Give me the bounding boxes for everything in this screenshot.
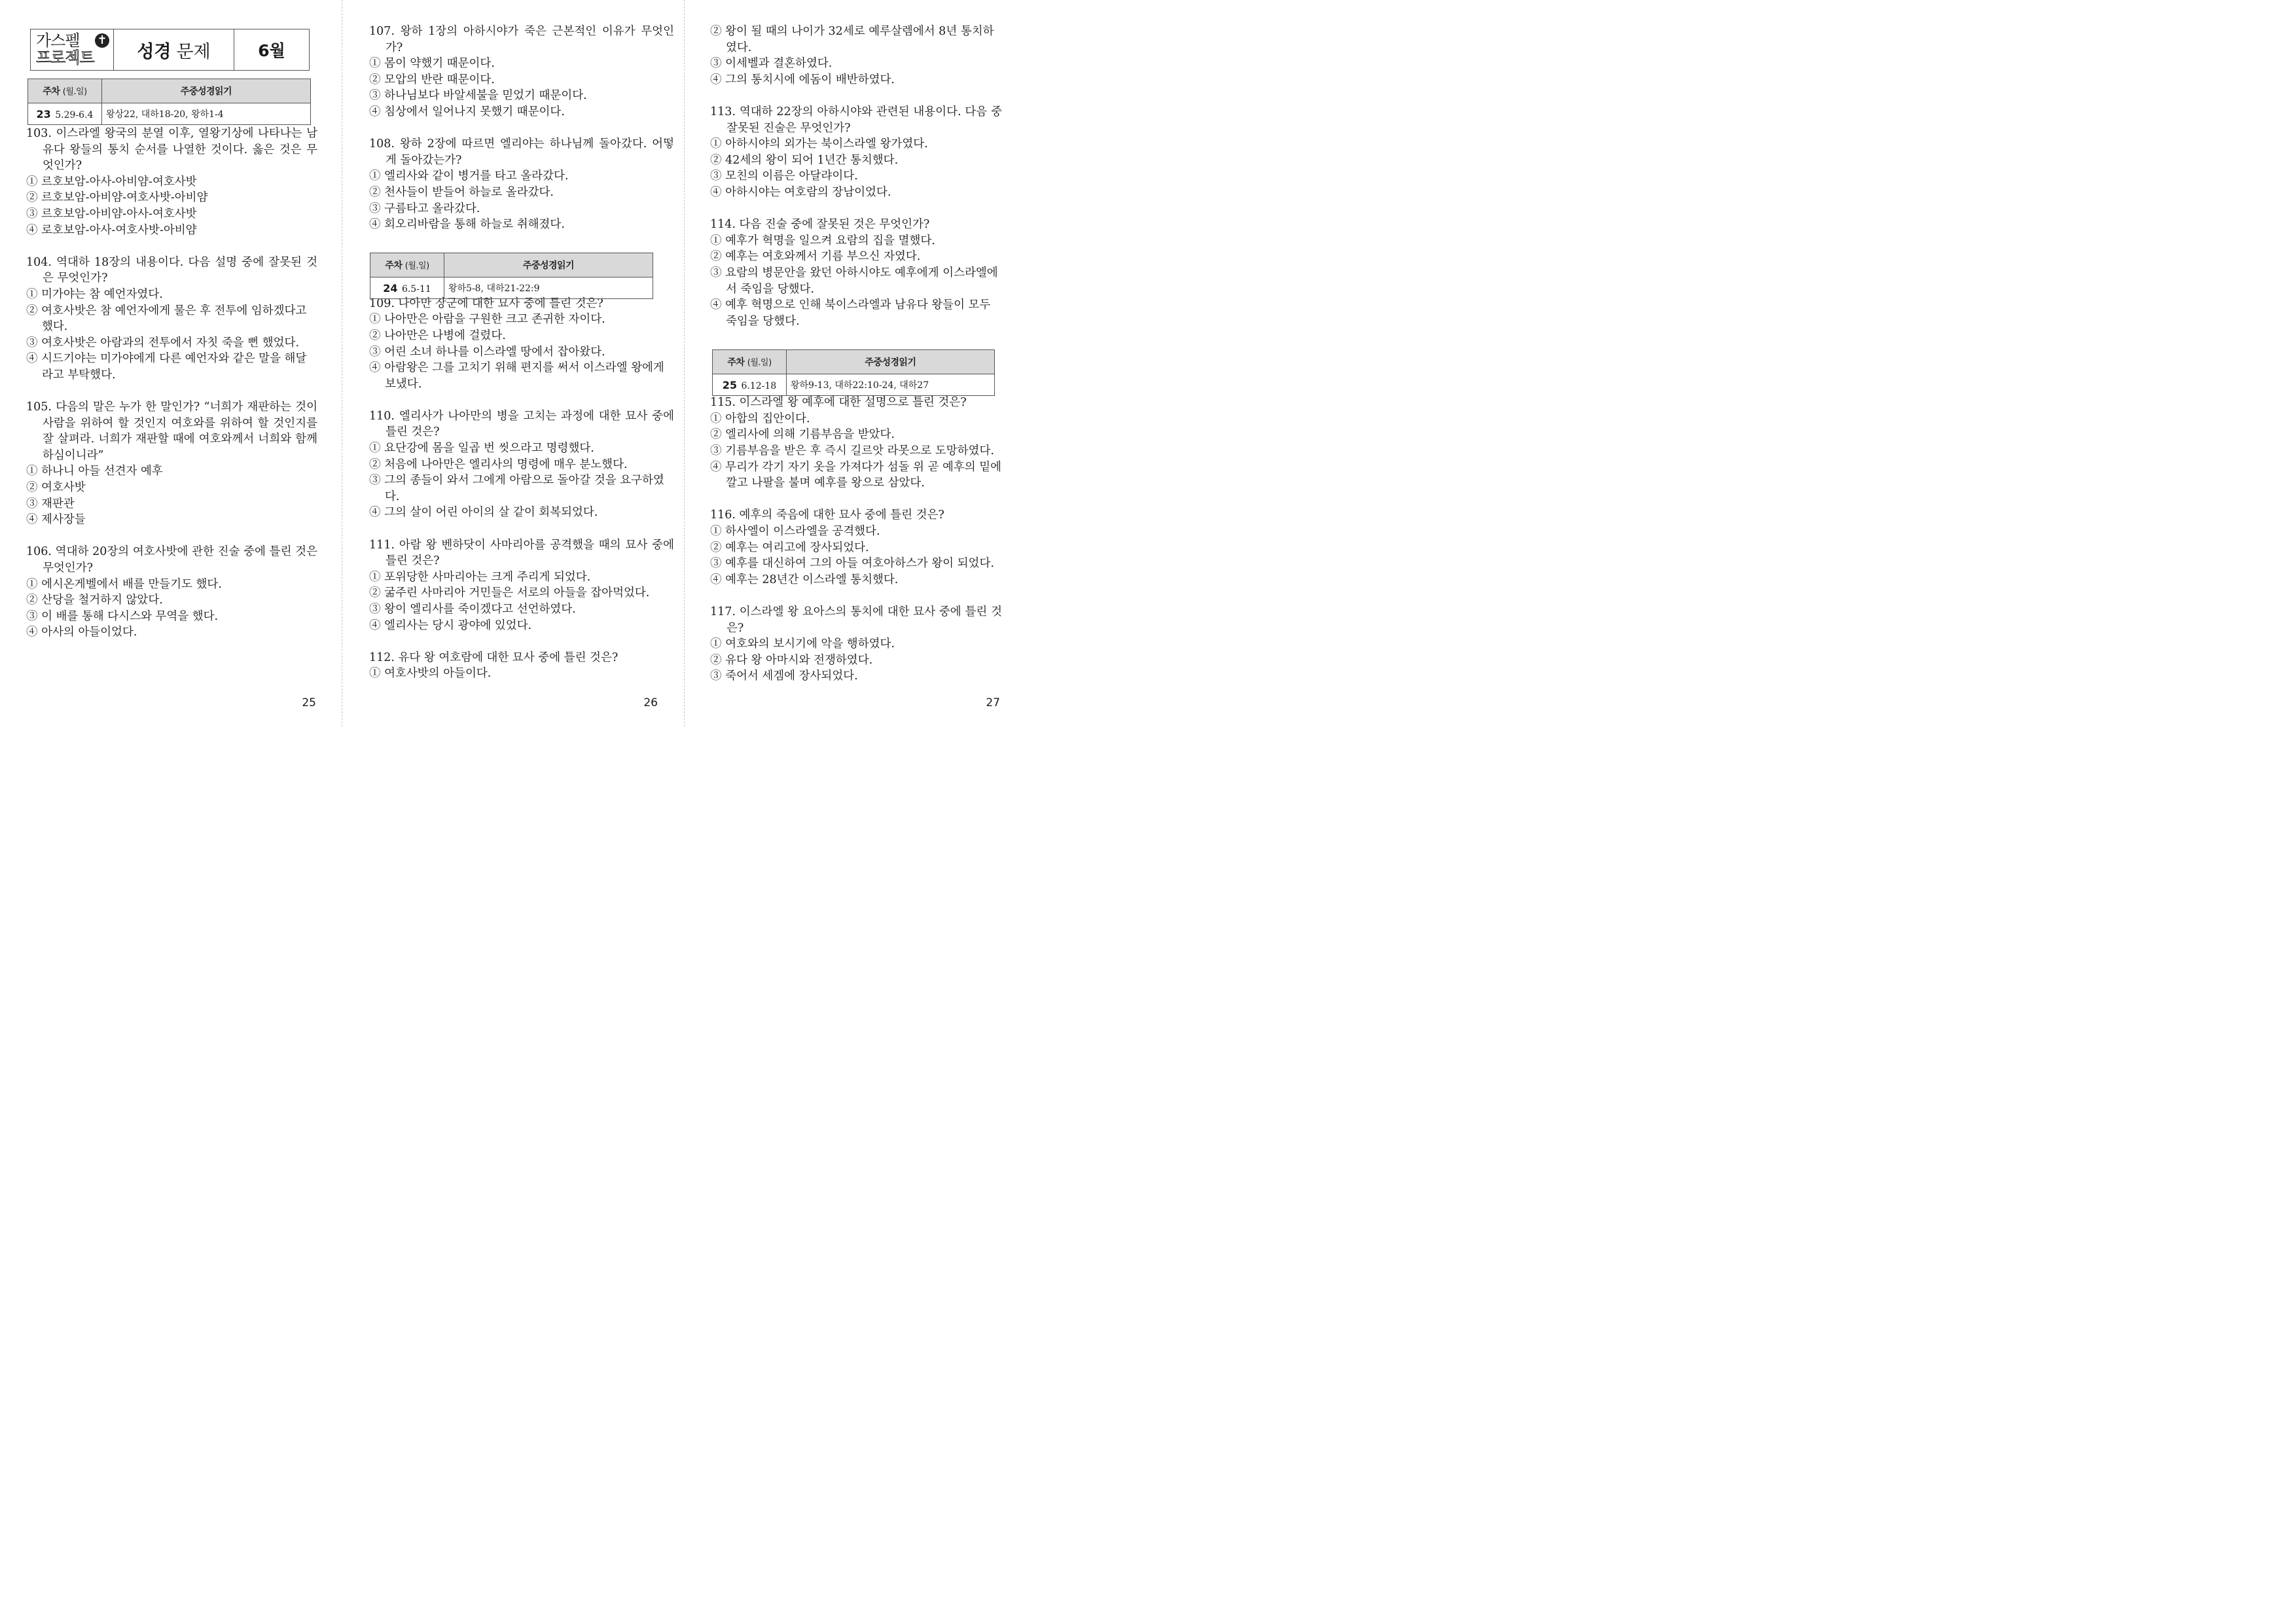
answer-option: ② 나아만은 나병에 걸렸다. (369, 329, 506, 342)
question-112 (369, 650, 674, 682)
week-column-header: 주차 (월.일) (28, 79, 102, 103)
week-cell: 23 5.29-6.4 (28, 103, 102, 125)
week-column-header: 주차 (월.일) (713, 350, 787, 374)
answer-option: ④ 무리가 각기 자기 옷을 가져다가 섬돌 위 곧 예후의 밑에 깔고 나팔을 불며 예후를 왕으로 삼았다. (710, 460, 1002, 490)
answer-option: ③ 이 배를 통해 다시스와 무역을 했다. (26, 609, 219, 623)
answer-option: ③ 요람의 병문안을 왔던 아하시야도 예후에게 이스라엘에서 죽임을 당했다. (710, 266, 998, 296)
answer-option: ① 아합의 집안이다. (710, 412, 810, 425)
answer-option: ④ 예후는 28년간 이스라엘 통치했다. (710, 573, 899, 586)
answer-option: ④ 로호보암-아사-여호사밧-아비얌 (26, 223, 197, 237)
answer-option: ④ 아람왕은 그를 고치기 위해 편지를 써서 이스라엘 왕에게 보냈다. (369, 361, 664, 391)
answer-option: ③ 기름부음을 받은 후 즉시 길르앗 라못으로 도망하였다. (710, 444, 994, 458)
question-stem: 115. 이스라엘 왕 예후에 대한 설명으로 틀린 것은? (710, 396, 967, 410)
question-stem: 104. 역대하 18장의 내용이다. 다음 설명 중에 잘못된 것은 무엇인가? (26, 255, 317, 285)
header-title (113, 29, 234, 70)
answer-option: ③ 여호사밧은 아람과의 전투에서 자칫 죽을 뻔 했었다. (26, 336, 300, 349)
week-column-header: 주차 (월.일) (370, 253, 444, 277)
schedule-table-week-24 (370, 253, 653, 299)
question-117 (710, 604, 1002, 685)
answer-option: ③ 이세벨과 결혼하였다. (710, 57, 833, 71)
answer-option: ① 나아만은 아람을 구원한 크고 존귀한 자이다. (369, 313, 605, 327)
answer-option: ③ 어린 소녀 하나를 이스라엘 땅에서 잡아왔다. (369, 345, 605, 359)
answer-option: ② 유다 왕 아마시와 전쟁하였다. (710, 653, 873, 667)
answer-option: ① 여호사밧의 아들이다. (369, 667, 492, 681)
answer-option: ① 예후가 혁명을 일으켜 요람의 집을 멸했다. (710, 234, 935, 247)
booklet-spread (0, 0, 1026, 726)
question-stem: 112. 유다 왕 여호람에 대한 묘사 중에 틀린 것은? (369, 651, 619, 664)
question-stem: 113. 역대하 22장의 아하시야와 관련된 내용이다. 다음 중 잘못된 진술은 무엇인가? (710, 105, 1002, 135)
answer-option: ③ 그의 종들이 와서 그에게 아람으로 돌아갈 것을 요구하였다. (369, 474, 664, 503)
reading-cell: 왕상22, 대하18-20, 왕하1-4 (102, 103, 311, 125)
answer-option: ① 에시온게벨에서 배를 만들기도 했다. (26, 577, 222, 591)
header-title-rest: 문제 (176, 41, 211, 62)
reading-column-header: 주중성경읽기 (444, 253, 653, 277)
answer-option: ④ 회오리바람을 통해 하늘로 취해졌다. (369, 218, 565, 232)
answer-option: ① 엘리사와 같이 병거를 타고 올라갔다. (369, 169, 569, 183)
answer-option: ① 여호와의 보시기에 악을 행하였다. (710, 637, 895, 651)
logo-text-line2: 프로젝트 (36, 48, 94, 67)
answer-option: ② 천사들이 받들어 하늘로 올라갔다. (369, 185, 554, 199)
answer-option: ③ 르호보암-아비얌-아사-여호사밧 (26, 207, 197, 221)
question-107 (369, 24, 674, 120)
reading-cell: 왕하5-8, 대하21-22:9 (444, 277, 653, 299)
answer-option: ④ 제사장들 (26, 513, 86, 527)
question-stem: 114. 다음 진술 중에 잘못된 것은 무엇인가? (710, 218, 930, 232)
answer-option: ④ 침상에서 일어나지 못했기 때문이다. (369, 105, 565, 118)
answer-option: ③ 죽어서 세겜에 장사되었다. (710, 669, 858, 683)
logo-text-line1: 가스펠 (36, 31, 80, 50)
page-26 (342, 0, 683, 726)
question-stem: 106. 역대하 20장의 여호사밧에 관한 진술 중에 틀린 것은 무엇인가? (26, 545, 317, 575)
answer-option: ② 여호사밧은 참 예언자에게 물은 후 전투에 임하겠다고 했다. (26, 304, 307, 334)
question-103 (26, 126, 317, 238)
question-113 (710, 104, 1002, 201)
answer-option: ① 하사엘이 이스라엘을 공격했다. (710, 525, 880, 539)
answer-option: ① 르호보암-아사-아비얌-여호사밧 (26, 175, 197, 188)
answer-option: ② 예후는 여리고에 장사되었다. (710, 541, 869, 554)
answer-option: ② 여호사밧 (26, 481, 86, 495)
answer-option: ③ 예후를 대신하여 그의 아들 여호아하스가 왕이 되었다. (710, 557, 994, 571)
answer-option: ③ 하나님보다 바알세불을 믿었기 때문이다. (369, 89, 587, 103)
question-stem: 109. 나아만 장군에 대한 묘사 중에 틀린 것은? (369, 296, 603, 310)
answer-option: ② 예후는 여호와께서 기름 부으신 자였다. (710, 250, 921, 264)
answer-option: ④ 그의 살이 어린 아이의 살 같이 회복되었다. (369, 506, 598, 520)
cross-icon: ✝ (95, 33, 109, 48)
answer-option: ③ 구름타고 올라갔다. (369, 202, 480, 215)
question-stem: 105. 다음의 말은 누가 한 말인가? “너희가 재판하는 것이 사람을 위하여 할 것인지 여호와를 위하여 할 것인지를 잘 살펴라. 너희가 재판할 때에 여호와께서 너희와 함께 하심이니라” (26, 401, 317, 462)
answer-option: ④ 그의 통치시에 에돔이 배반하였다. (710, 73, 895, 86)
schedule-table-week-25 (712, 349, 995, 396)
week-cell: 24 6.5-11 (370, 277, 444, 299)
question-105 (26, 399, 317, 528)
header-month: 6월 (258, 41, 285, 60)
answer-option: ② 엘리사에 의해 기름부음을 받았다. (710, 428, 895, 442)
reading-cell: 왕하9-13, 대하22:10-24, 대하27 (787, 374, 995, 396)
reading-column-header: 주중성경읽기 (787, 350, 995, 374)
question-111 (369, 537, 674, 634)
answer-option: ③ 재판관 (26, 497, 75, 510)
answer-option: ④ 아사의 아들이었다. (26, 626, 137, 639)
answer-option: ③ 모친의 이름은 아달랴이다. (710, 169, 858, 183)
question-106 (26, 544, 317, 641)
question-stem: 107. 왕하 1장의 아하시야가 죽은 근본적인 이유가 무엇인가? (369, 25, 674, 54)
question-stem: 103. 이스라엘 왕국의 분열 이후, 열왕기상에 나타나는 남유다 왕들의 통치 순서를 나열한 것이다. 옳은 것은 무엇인가? (26, 127, 317, 173)
question-114 (710, 217, 1002, 329)
gospel-project-logo (31, 29, 113, 70)
question-109 (369, 296, 674, 393)
question-112-continued (710, 24, 1002, 88)
answer-option: ④ 아하시야는 여호람의 장남이었다. (710, 185, 891, 199)
question-stem: 111. 아람 왕 벤하닷이 사마리아를 공격했을 때의 묘사 중에 틀린 것은? (369, 538, 674, 568)
answer-option: ① 요단강에 몸을 일곱 번 씻으라고 명령했다. (369, 442, 594, 455)
question-stem: 110. 엘리사가 나아만의 병을 고치는 과정에 대한 묘사 중에 틀린 것은? (369, 409, 674, 439)
answer-option: ② 왕이 될 때의 나이가 32세로 예루살렘에서 8년 통치하였다. (710, 25, 994, 54)
question-115 (710, 395, 1002, 491)
header-title-bold: 성경 (137, 41, 171, 62)
question-116 (710, 507, 1002, 588)
question-110 (369, 408, 674, 521)
page-header (30, 29, 310, 71)
question-108 (369, 136, 674, 233)
question-column (26, 126, 317, 641)
answer-option: ① 포위당한 사마리아는 크게 주리게 되었다. (369, 570, 591, 584)
page-number: 25 (302, 696, 316, 709)
answer-option: ② 굶주린 사마리아 거민들은 서로의 아들을 잡아먹었다. (369, 586, 650, 600)
answer-option: ④ 엘리사는 당시 광야에 있었다. (369, 618, 532, 632)
answer-option: ② 42세의 왕이 되어 1년간 통치했다. (710, 153, 899, 167)
page-number: 26 (643, 696, 658, 709)
answer-option: ① 아하시야의 외가는 북이스라엘 왕가였다. (710, 137, 928, 151)
page-number: 27 (986, 696, 1000, 709)
answer-option: ① 미가야는 참 예언자였다. (26, 287, 163, 301)
answer-option: ② 산당을 철거하지 않았다. (26, 594, 163, 607)
answer-option: ② 처음에 나아만은 엘리사의 명령에 매우 분노했다. (369, 457, 628, 471)
answer-option: ② 르호보암-아비얌-여호사밧-아비얌 (26, 191, 208, 205)
answer-option: ③ 왕이 엘리사를 죽이겠다고 선언하였다. (369, 603, 576, 616)
week-cell: 25 6.12-18 (713, 374, 787, 396)
question-104 (26, 255, 317, 383)
question-stem: 117. 이스라엘 왕 요아스의 통치에 대한 묘사 중에 틀린 것은? (710, 605, 1002, 635)
page-25 (0, 0, 342, 726)
question-stem: 116. 예후의 죽음에 대한 묘사 중에 틀린 것은? (710, 508, 944, 522)
answer-option: ④ 예후 혁명으로 인해 북이스라엘과 남유다 왕들이 모두 죽임을 당했다. (710, 298, 991, 328)
schedule-table-week-23 (27, 79, 311, 125)
answer-option: ① 몸이 약했기 때문이다. (369, 57, 495, 71)
question-stem: 108. 왕하 2장에 따르면 엘리야는 하나님께 돌아갔다. 어떻게 돌아갔는가? (369, 137, 674, 167)
answer-option: ① 하나니 아들 선견자 예후 (26, 465, 163, 478)
answer-option: ④ 시드기야는 미가야에게 다른 예언자와 같은 말을 해달라고 부탁했다. (26, 352, 307, 382)
question-column (369, 24, 674, 682)
answer-option: ② 모압의 반란 때문이다. (369, 73, 495, 86)
reading-column-header: 주중성경읽기 (102, 79, 311, 103)
